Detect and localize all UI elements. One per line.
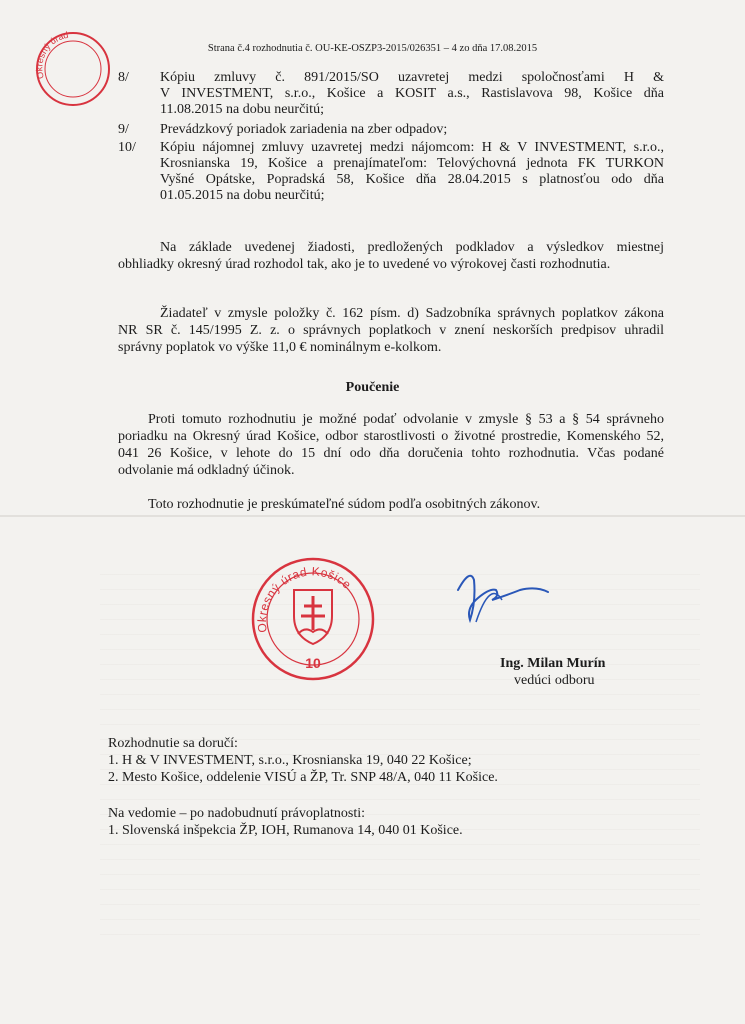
list-number: 10/ xyxy=(118,140,136,155)
delivery-item: 2. Mesto Košice, oddelenie VISÚ a ŽP, Tr. SNP 48/A, 040 11 Košice. xyxy=(108,770,498,785)
paragraph-line: NR SR č. 145/1995 Z. z. o správnych poplatkoch v znení neskorších predpisov uhradil xyxy=(118,323,664,338)
svg-text:Okresný úrad xyxy=(34,30,69,80)
list-item-line: V INVESTMENT, s.r.o., Košice a KOSIT a.s., Rastislavova 98, Košice dňa xyxy=(160,86,664,101)
paper-fold xyxy=(0,515,745,517)
notice-item: 1. Slovenská inšpekcia ŽP, IOH, Rumanova 14, 040 01 Košice. xyxy=(108,823,463,838)
small-stamp-text: Okresný úrad xyxy=(34,30,70,80)
paragraph-line: obhliadky okresný úrad rozhodol tak, ako je to uvedené vo výrokovej časti rozhodnutia. xyxy=(118,257,611,272)
paragraph-line: odvolanie má odkladný účinok. xyxy=(118,463,295,478)
stamp-number: 10 xyxy=(305,655,321,671)
list-item-line: Vyšné Opátske, Popradská 58, Košice dňa 28.04.2015 s platnosťou odo dňa xyxy=(160,172,664,187)
list-item-line: 01.05.2015 na dobu neurčitú; xyxy=(160,188,325,203)
list-number: 8/ xyxy=(118,70,129,85)
list-number: 9/ xyxy=(118,122,129,137)
paragraph-line: Žiadateľ v zmysle položky č. 162 písm. d) Sadzobníka správnych poplatkov zákona xyxy=(160,306,664,321)
paragraph-line: správny poplatok vo výške 11,0 € nominálnym e-kolkom. xyxy=(118,340,442,355)
list-item-line: Krosnianska 19, Košice a prenajímateľom: Telovýchovná jednota FK TURKON xyxy=(160,156,664,171)
list-item-line: Kópiu nájomnej zmluvy uzavretej medzi nájomcom: H & V INVESTMENT, s.r.o., xyxy=(160,140,664,155)
page-header: Strana č.4 rozhodnutia č. OU-KE-OSZP3-2015/026351 – 4 zo dňa 17.08.2015 xyxy=(207,43,538,54)
paragraph-line: Proti tomuto rozhodnutiu je možné podať odvolanie v zmysle § 53 a § 54 správneho xyxy=(148,412,664,427)
paragraph-line: Na základe uvedenej žiadosti, predložených podkladov a výsledkov miestnej xyxy=(160,240,664,255)
official-stamp-icon xyxy=(250,556,376,682)
signature-icon xyxy=(440,560,560,650)
signatory-title: vedúci odboru xyxy=(514,673,595,688)
small-stamp-icon xyxy=(34,30,112,108)
delivery-heading: Rozhodnutie sa doručí: xyxy=(108,736,238,751)
svg-text:Okresný úrad Košice xyxy=(255,564,354,633)
stamp-arc-text: Okresný úrad Košice xyxy=(254,564,355,634)
section-title: Poučenie xyxy=(345,380,400,395)
signatory-name: Ing. Milan Murín xyxy=(500,656,606,671)
list-item-line: Prevádzkový poriadok zariadenia na zber odpadov; xyxy=(160,122,448,137)
list-item-line: Kópiu zmluvy č. 891/2015/SO uzavretej medzi spoločnosťami H & xyxy=(160,70,664,85)
paragraph-line: 041 26 Košice, v lehote do 15 dní odo dňa doručenia tohto rozhodnutia. Včas podané xyxy=(118,446,664,461)
paragraph-line: Toto rozhodnutie je preskúmateľné súdom podľa osobitných zákonov. xyxy=(148,497,541,512)
notice-heading: Na vedomie – po nadobudnutí právoplatnosti: xyxy=(108,806,366,821)
paragraph-line: poriadku na Okresný úrad Košice, odbor starostlivosti o životné prostredie, Komenského 52, xyxy=(118,429,664,444)
delivery-item: 1. H & V INVESTMENT, s.r.o., Krosnianska 19, 040 22 Košice; xyxy=(108,753,472,768)
list-item-line: 11.08.2015 na dobu neurčitú; xyxy=(160,102,324,117)
